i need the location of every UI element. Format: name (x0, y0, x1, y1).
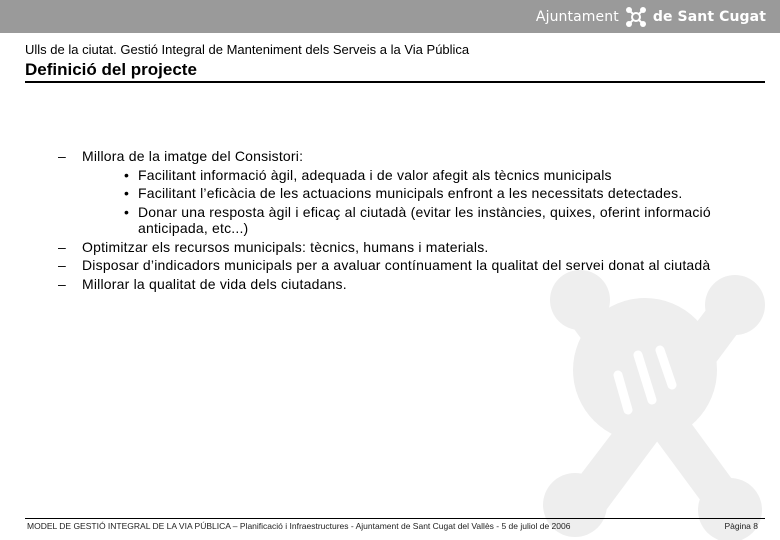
dash-marker: – (58, 275, 66, 292)
title-divider (25, 81, 765, 83)
list-item (58, 239, 748, 256)
sub-list-item (82, 204, 748, 237)
seal-watermark-icon (540, 260, 780, 540)
list-item-text: Millorar la qualitat de vida dels ciutadans. (82, 275, 347, 292)
list-item (58, 148, 748, 237)
sub-list-item-text: Donar una resposta àgil i eficaç al ciutadà (evitar les instàncies, quixes, oferint informació anticipada, etc...) (138, 203, 711, 236)
bullet-marker: • (124, 185, 130, 201)
footer-divider (25, 518, 765, 519)
list-item (58, 276, 748, 293)
footer-text: MODEL DE GESTIÓ INTEGRAL DE LA VIA PÚBLICA – Planificació i Infraestructures - Ajuntament de Sant Cugat del Vallès - 5 de juliol de 2006 (27, 521, 571, 531)
list-item (58, 257, 748, 274)
slide-title: Definició del projecte (25, 60, 197, 79)
list-item-text: Optimitzar els recursos municipals: tècnics, humans i materials. (82, 238, 489, 255)
brand-logo (536, 6, 766, 28)
sub-list-item (82, 167, 748, 184)
seal-icon (625, 6, 647, 28)
dash-marker: – (58, 257, 66, 273)
brand-name-part1: Ajuntament (535, 9, 619, 25)
brand-name-part2: de Sant Cugat (652, 9, 766, 25)
dash-marker: – (58, 238, 66, 255)
list-item-text: Disposar d’indicadors municipals per a avaluar contínuament la qualitat del servei donat al ciutadà (82, 257, 711, 273)
sub-list-item-text: Facilitant informació àgil, adequada i de valor afegit als tècnics municipals (138, 166, 612, 183)
header-bar (0, 0, 780, 33)
bullet-marker: • (124, 203, 130, 220)
list-item-text: Millora de la imatge del Consistori: (82, 148, 304, 164)
dash-marker: – (58, 148, 66, 164)
presentation-subtitle: Ulls de la ciutat. Gestió Integral de Manteniment dels Serveis a la Via Pública (25, 42, 470, 57)
bullet-marker: • (124, 166, 130, 183)
bullet-content (58, 148, 748, 294)
sub-list-item (82, 185, 748, 202)
sub-list-item-text: Facilitant l’eficàcia de les actuacions municipals enfront a les necessitats detectades. (138, 185, 683, 201)
page-number: Pàgina 8 (724, 521, 758, 531)
